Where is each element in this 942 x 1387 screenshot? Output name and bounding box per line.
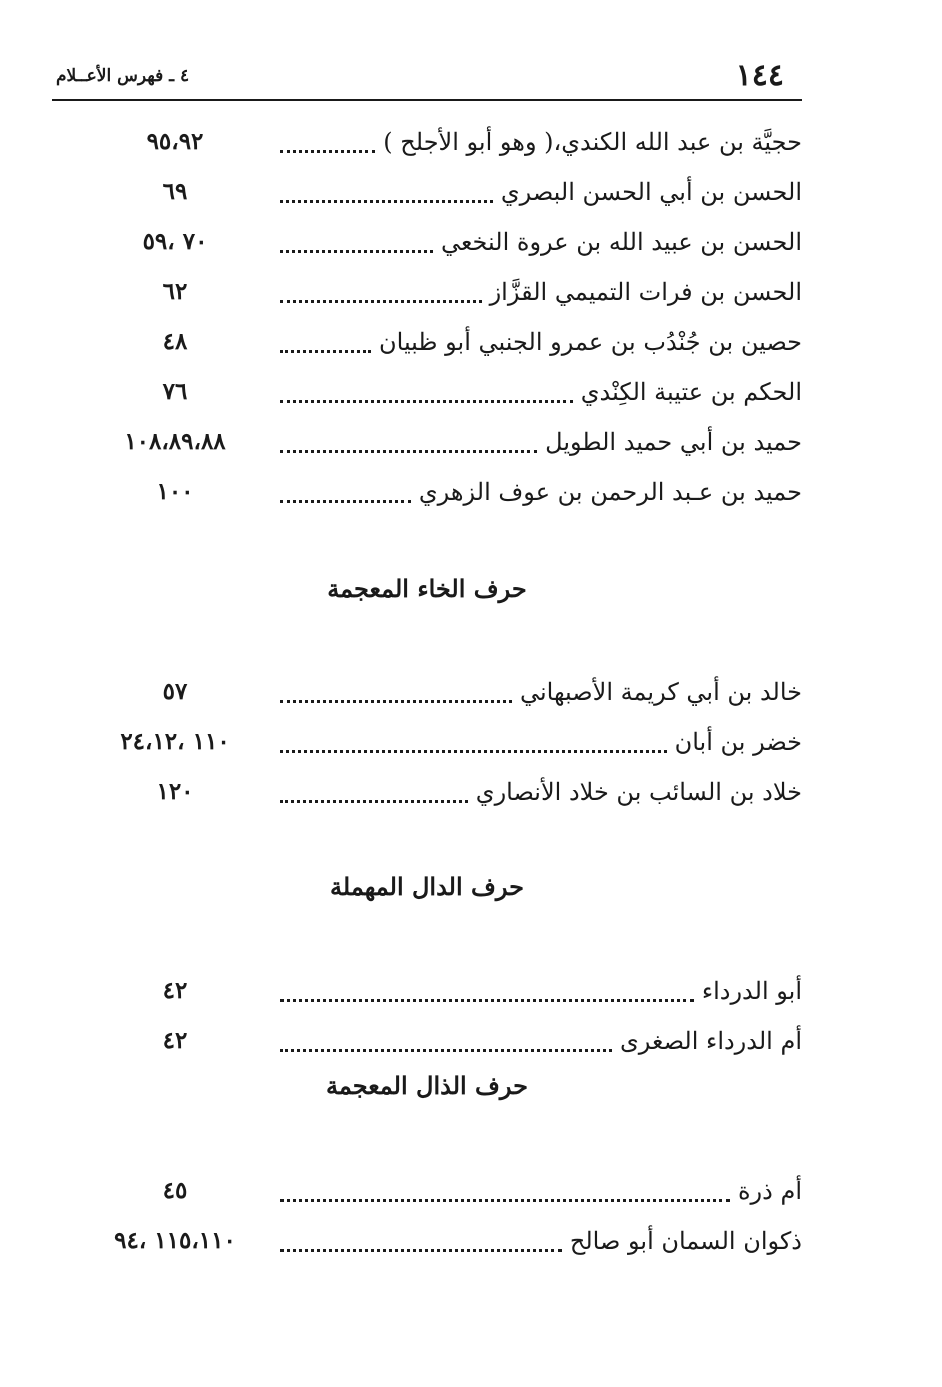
entry-pages: ١٠٠ (156, 478, 194, 505)
index-entry (80, 671, 802, 713)
entry-name: أبو الدرداء (701, 977, 802, 1005)
entry-name: ذكوان السمان أبو صالح (569, 1227, 802, 1255)
entry-pages: ٧٦ (162, 378, 188, 405)
entry-pages: ١٢٠ (156, 778, 194, 805)
entry-name: الحسن بن عبيد الله بن عروة النخعي (440, 228, 802, 256)
leader-dots (280, 999, 694, 1002)
entry-pages: ٩٥،٩٢ (146, 128, 204, 155)
leader-dots (280, 1199, 730, 1202)
index-entry (80, 471, 802, 513)
leader-dots (280, 300, 482, 303)
index-entry (80, 1020, 802, 1062)
leader-dots (280, 1249, 562, 1252)
leader-dots (280, 800, 468, 803)
entry-name: حميد بن عـبد الرحمن بن عوف الزهري (418, 478, 802, 506)
page-number: ١٤٤ (735, 58, 784, 93)
entry-name: الحسن بن فرات التميمي القزَّاز (489, 278, 802, 306)
leader-dots (280, 700, 512, 703)
section-heading-dal: حرف الدال المهملة (330, 872, 524, 901)
index-entry (80, 421, 802, 463)
entry-pages: ٦٢ (162, 278, 188, 305)
entry-name: حجيَّة بن عبد الله الكندي،( وهو أبو الأجلح ) (383, 128, 802, 156)
entry-pages: ٥٧ (162, 678, 188, 705)
entry-pages: ٤٨ (162, 328, 188, 355)
entry-name: خلاد بن السائب بن خلاد الأنصاري (475, 778, 802, 806)
index-entry (80, 1170, 802, 1212)
entry-pages: ٧٠ ،٥٩ (142, 228, 208, 255)
index-entry (80, 970, 802, 1012)
entry-name: حصين بن جُنْدُب بن عمرو الجنبي أبو ظبيان (379, 328, 802, 356)
leader-dots (280, 750, 667, 753)
index-entry (80, 721, 802, 763)
entry-name: حميد بن أبي حميد الطويل (545, 428, 802, 456)
leader-dots (280, 500, 411, 503)
entry-name: خالد بن أبي كريمة الأصبهاني (520, 678, 802, 706)
running-title: ٤ ـ فهرس الأعــلام (56, 66, 190, 86)
entry-pages: ٤٥ (162, 1177, 188, 1204)
entry-pages: ٦٩ (162, 178, 188, 205)
entry-name: الحكم بن عتيبة الكِنْدي (580, 378, 802, 406)
header-rule (52, 99, 802, 101)
page-header (52, 52, 802, 100)
entry-pages: ١١٠ ،٢٤،١٢ (120, 728, 230, 755)
entry-name: الحسن بن أبي الحسن البصري (500, 178, 802, 206)
leader-dots (280, 250, 433, 253)
index-entry (80, 1220, 802, 1262)
leader-dots (280, 200, 493, 203)
section-heading-dhal: حرف الذال المعجمة (325, 1071, 529, 1100)
leader-dots (280, 1049, 612, 1052)
entry-pages: ٤٢ (162, 1027, 188, 1054)
entry-name: أم ذرة (737, 1177, 802, 1205)
section-heading-kha: حرف الخاء المعجمة (327, 574, 527, 603)
leader-dots (280, 450, 537, 453)
index-entry (80, 771, 802, 813)
entry-name: أم الدرداء الصغرى (620, 1027, 802, 1055)
entry-pages: ١١٥،١١٠ ،٩٤ (114, 1227, 236, 1254)
entry-pages: ٤٢ (162, 977, 188, 1004)
entry-pages: ١٠٨،٨٩،٨٨ (124, 428, 226, 455)
index-entry (80, 171, 802, 213)
leader-dots (280, 150, 375, 153)
entry-name: خضر بن أبان (674, 728, 802, 756)
index-entry (80, 321, 802, 363)
index-entry (80, 121, 802, 163)
leader-dots (280, 350, 371, 353)
leader-dots (280, 400, 573, 403)
index-entry (80, 271, 802, 313)
index-entry (80, 371, 802, 413)
index-entry (80, 221, 802, 263)
